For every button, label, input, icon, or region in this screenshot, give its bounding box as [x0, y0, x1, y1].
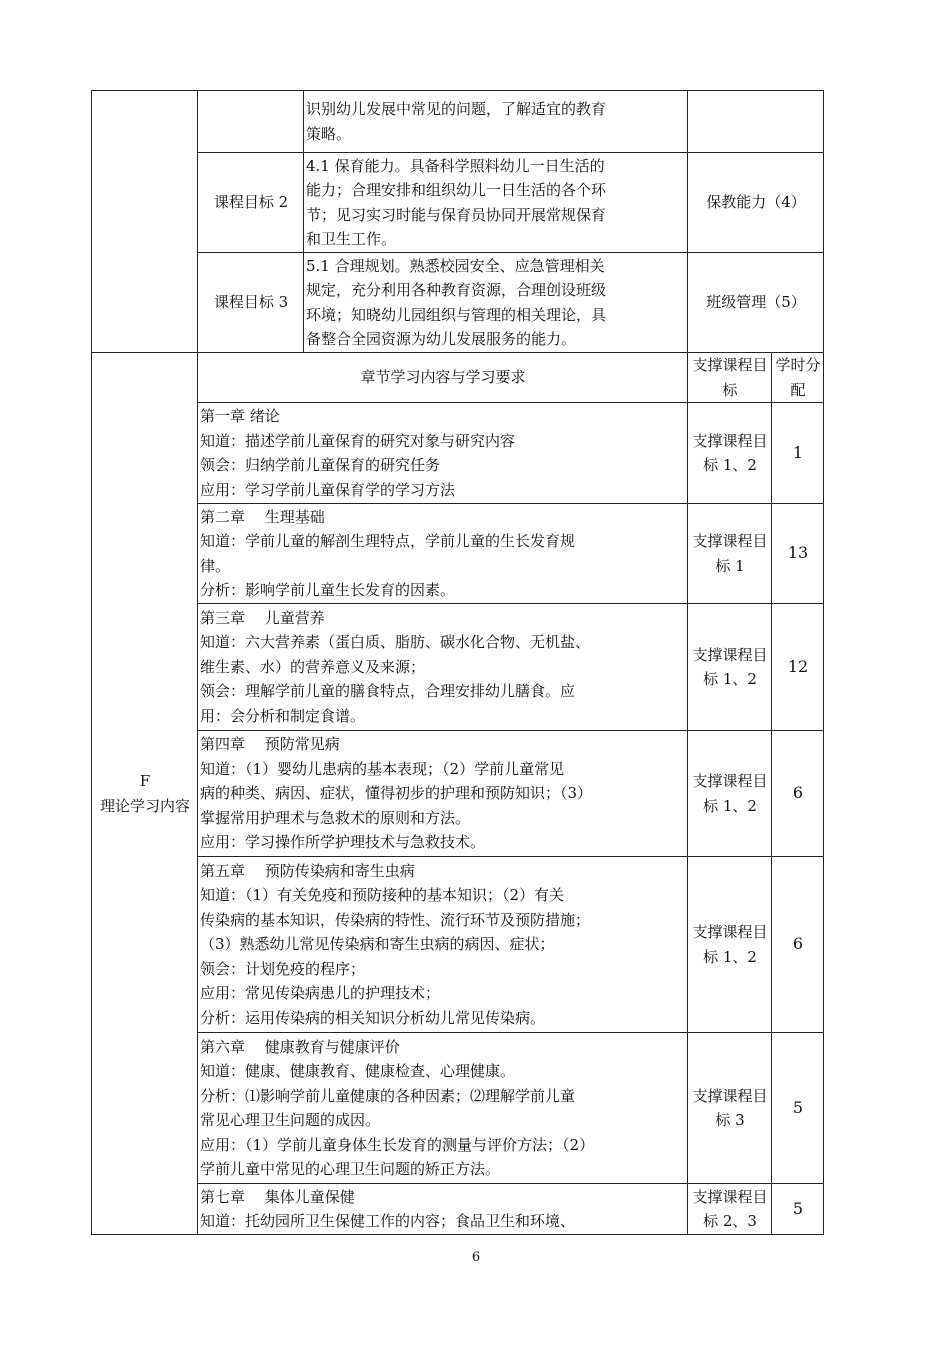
hours-header: 学时分配 — [772, 353, 824, 403]
goal-row — [92, 253, 824, 353]
chapter-support: 支撑课程目标 3 — [688, 1033, 772, 1184]
chapter-content: 第四章 预防常见病 知道：（1）婴幼儿患病的基本表现；（2）学前儿童常见 病的种类、病因、症状，懂得初步的护理和预防知识；（3） 掌握常用护理术与急救术的原则和方法。 应用：学习操作所学护理技术与急救技术。 — [198, 731, 688, 857]
chapter-support: 支撑课程目标 2、3 — [688, 1184, 772, 1235]
goal-row — [92, 153, 824, 253]
goal-ability: 保教能力（4） — [688, 153, 824, 253]
chapter-row — [92, 504, 824, 604]
chapter-support: 支撑课程目标 1、2 — [688, 857, 772, 1033]
goal-label — [198, 91, 304, 153]
chapter-support: 支撑课程目标 1、2 — [688, 604, 772, 731]
chapter-row — [92, 1033, 824, 1184]
chapter-hours: 13 — [772, 504, 824, 604]
goal-text: 识别幼儿发展中常见的问题，了解适宜的教育 策略。 — [304, 91, 688, 153]
chapter-support: 支撑课程目标 1 — [688, 504, 772, 604]
curriculum-table — [91, 90, 824, 1235]
chapter-hours: 12 — [772, 604, 824, 731]
chapter-content: 第六章 健康教育与健康评价 知道：健康、健康教育、健康检查、心理健康。 分析：⑴影响学前儿童健康的各种因素；⑵理解学前儿童 常见心理卫生问题的成因。 应用：（1）学前儿童身体生长发育的测量与评价方法；（2） 学前儿童中常见的心理卫生问题的矫正方法。 — [198, 1033, 688, 1184]
goal-text: 4.1 保育能力。具备科学照料幼儿一日生活的 能力；合理安排和组织幼儿一日生活的各个环 节；见习实习时能与保育员协同开展常规保育 和卫生工作。 — [304, 153, 688, 253]
chapter-support: 支撑课程目标 1、2 — [688, 403, 772, 504]
chapter-content: 第五章 预防传染病和寄生虫病 知道：（1）有关免疫和预防接种的基本知识；（2）有关 传染病的基本知识，传染病的特性、流行环节及预防措施； （3）熟悉幼儿常见传染病和寄生虫病的病因、症状； 领会：计划免疫的程序； 应用：常见传染病患儿的护理技术； 分析：运用传染病的相关知识分析幼儿常见传染病。 — [198, 857, 688, 1033]
content-header: 章节学习内容与学习要求 — [198, 353, 688, 403]
chapter-row — [92, 857, 824, 1033]
goal-label: 课程目标 2 — [198, 153, 304, 253]
chapter-hours: 6 — [772, 731, 824, 857]
goal-ability — [688, 91, 824, 153]
header-row — [92, 353, 824, 403]
chapter-row — [92, 1184, 824, 1235]
goal-label: 课程目标 3 — [198, 253, 304, 353]
chapter-hours: 5 — [772, 1033, 824, 1184]
support-header: 支撑课程目标 — [688, 353, 772, 403]
chapter-content: 第三章 儿童营养 知道：六大营养素（蛋白质、脂肪、碳水化合物、无机盐、 维生素、水）的营养意义及来源； 领会：理解学前儿童的膳食特点，合理安排幼儿膳食。应 用：会分析和制定食谱。 — [198, 604, 688, 731]
chapter-row — [92, 731, 824, 857]
chapter-hours: 6 — [772, 857, 824, 1033]
chapter-row — [92, 604, 824, 731]
chapter-row — [92, 403, 824, 504]
goal-row — [92, 91, 824, 153]
chapter-content: 第七章 集体儿童保健 知道：托幼园所卫生保健工作的内容；食品卫生和环境、 — [198, 1184, 688, 1235]
goal-ability: 班级管理（5） — [688, 253, 824, 353]
goal-text: 5.1 合理规划。熟悉校园安全、应急管理相关 规定，充分利用各种教育资源，合理创设班级 环境；知晓幼儿园组织与管理的相关理论，具 备整合全园资源为幼儿发展服务的能力。 — [304, 253, 688, 353]
chapter-hours: 5 — [772, 1184, 824, 1235]
chapter-content: 第二章 生理基础 知道：学前儿童的解剖生理特点，学前儿童的生长发育规 律。 分析：影响学前儿童生长发育的因素。 — [198, 504, 688, 604]
chapter-content: 第一章 绪论 知道：描述学前儿童保育的研究对象与研究内容 领会：归纳学前儿童保育的研究任务 应用：学习学前儿童保育学的学习方法 — [198, 403, 688, 504]
page-number: 6 — [471, 1250, 481, 1265]
chapter-support: 支撑课程目标 1、2 — [688, 731, 772, 857]
blank-cell — [92, 91, 198, 353]
chapter-hours: 1 — [772, 403, 824, 504]
section-label: F 理论学习内容 — [92, 353, 198, 1235]
